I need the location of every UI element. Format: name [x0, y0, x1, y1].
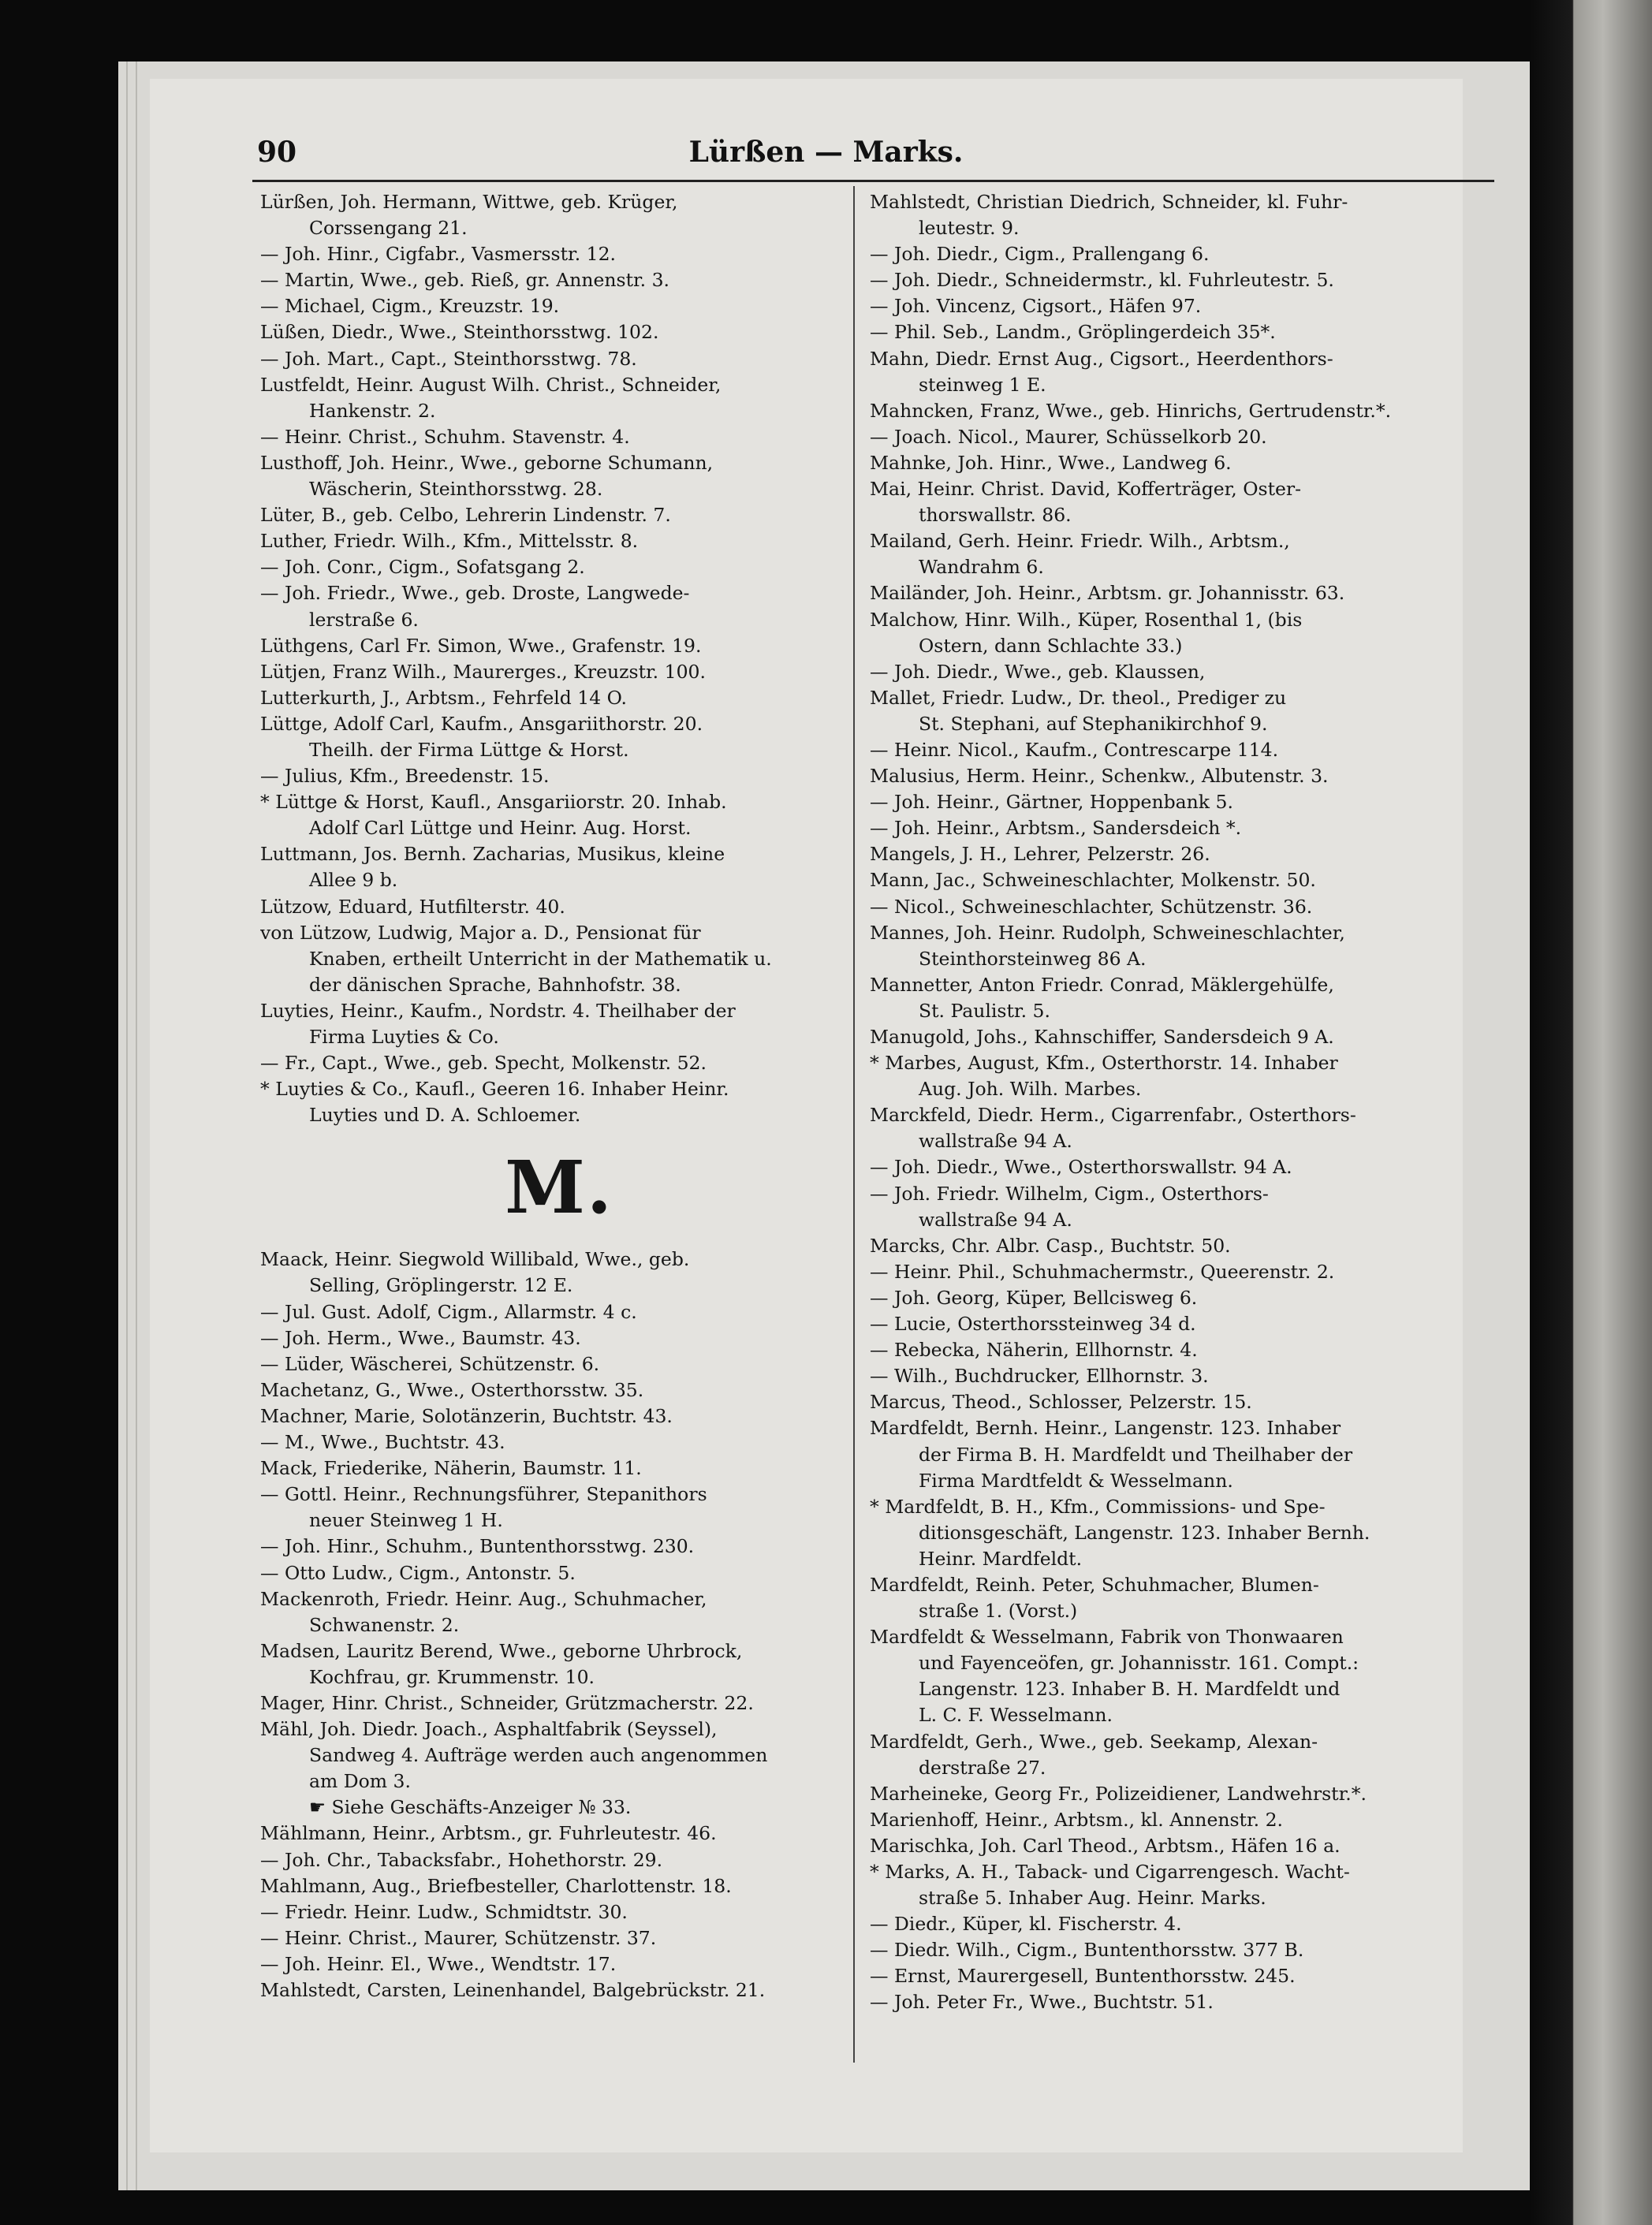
directory-line: von Lützow, Ludwig, Major a. D., Pensionat für	[260, 921, 701, 944]
directory-line: Lüttge, Adolf Carl, Kaufm., Ansgariithorstr. 20.	[260, 712, 703, 735]
directory-line: Allee 9 b.	[309, 869, 398, 892]
directory-line: — Joh. Hinr., Schuhm., Buntenthorsstwg. 230.	[260, 1535, 695, 1558]
directory-line: — Heinr. Christ., Maurer, Schützenstr. 37.	[260, 1926, 657, 1949]
directory-line: Sandweg 4. Aufträge werden auch angenommen	[309, 1744, 768, 1767]
directory-line: ☛ Siehe Geschäfts-Anzeiger № 33.	[309, 1796, 632, 1819]
directory-line: Kochfrau, gr. Krummenstr. 10.	[309, 1665, 595, 1688]
directory-line: — Martin, Wwe., geb. Rieß, gr. Annenstr. 3.	[260, 269, 670, 292]
directory-line: * Lüttge & Horst, Kaufl., Ansgariiorstr. 20. Inhab.	[260, 791, 727, 814]
directory-line: Lusthoff, Joh. Heinr., Wwe., geborne Schumann,	[260, 451, 714, 474]
directory-line: — Phil. Seb., Landm., Gröplingerdeich 35*.	[870, 321, 1276, 344]
directory-line: Heinr. Mardfeldt.	[919, 1547, 1083, 1570]
directory-line: Firma Luyties & Co.	[309, 1026, 499, 1048]
left-column	[260, 189, 858, 2003]
directory-line: — Heinr. Phil., Schuhmachermstr., Queerenstr. 2.	[870, 1260, 1335, 1283]
directory-line: Mardfeldt & Wesselmann, Fabrik von Thonwaaren	[870, 1626, 1344, 1649]
page-edge	[126, 61, 128, 2190]
directory-line: — Joh. Diedr., Wwe., Osterthorswallstr. 94 A.	[870, 1156, 1292, 1179]
directory-line: Mailänder, Joh. Heinr., Arbtsm. gr. Johannisstr. 63.	[870, 582, 1345, 605]
directory-line: am Dom 3.	[309, 1770, 411, 1793]
directory-line: Lustfeldt, Heinr. August Wilh. Christ., Schneider,	[260, 373, 722, 396]
directory-line: — M., Wwe., Buchtstr. 43.	[260, 1431, 505, 1454]
directory-line: Mähl, Joh. Diedr. Joach., Asphaltfabrik (Seyssel),	[260, 1718, 718, 1741]
directory-line: Luttmann, Jos. Bernh. Zacharias, Musikus, kleine	[260, 843, 725, 866]
directory-line: L. C. F. Wesselmann.	[919, 1704, 1113, 1727]
header-rule	[252, 180, 1494, 182]
directory-line: — Diedr., Küper, kl. Fischerstr. 4.	[870, 1913, 1182, 1936]
directory-line: Mannetter, Anton Friedr. Conrad, Mäklergehülfe,	[870, 973, 1334, 996]
directory-line: Wandrahm 6.	[919, 556, 1044, 579]
directory-line: — Joach. Nicol., Maurer, Schüsselkorb 20.	[870, 425, 1267, 448]
directory-line: — Joh. Heinr. El., Wwe., Wendtstr. 17.	[260, 1952, 617, 1975]
directory-line: Mardfeldt, Bernh. Heinr., Langenstr. 123. Inhaber	[870, 1417, 1341, 1440]
directory-line: Luther, Friedr. Wilh., Kfm., Mittelsstr. 8.	[260, 530, 639, 553]
directory-line: Knaben, ertheilt Unterricht in der Mathematik u.	[309, 947, 772, 970]
directory-line: Mannes, Joh. Heinr. Rudolph, Schweineschlachter,	[870, 921, 1345, 944]
directory-line: Mahlmann, Aug., Briefbesteller, Charlottenstr. 18.	[260, 1874, 732, 1897]
directory-line: leutestr. 9.	[919, 217, 1020, 240]
directory-line: Manugold, Johs., Kahnschiffer, Sandersdeich 9 A.	[870, 1026, 1334, 1048]
directory-line: Lüter, B., geb. Celbo, Lehrerin Lindenstr. 7.	[260, 504, 671, 527]
directory-line: Mählmann, Heinr., Arbtsm., gr. Fuhrleutestr. 46.	[260, 1822, 717, 1845]
directory-line: — Nicol., Schweineschlachter, Schützenstr. 36.	[870, 895, 1313, 918]
directory-line: Firma Mardtfeldt & Wesselmann.	[919, 1469, 1233, 1492]
directory-line: ditionsgeschäft, Langenstr. 123. Inhaber Bernh.	[919, 1521, 1370, 1544]
directory-line: — Heinr. Nicol., Kaufm., Contrescarpe 114.	[870, 738, 1279, 761]
directory-line: steinweg 1 E.	[919, 373, 1046, 396]
directory-line: und Fayenceöfen, gr. Johannisstr. 161. Compt.:	[919, 1652, 1359, 1675]
directory-line: Langenstr. 123. Inhaber B. H. Mardfeldt und	[919, 1678, 1341, 1701]
directory-line: St. Stephani, auf Stephanikirchhof 9.	[919, 712, 1268, 735]
directory-line: derstraße 27.	[919, 1756, 1046, 1779]
directory-line: Lutterkurth, J., Arbtsm., Fehrfeld 14 O.	[260, 686, 628, 709]
directory-line: — Heinr. Christ., Schuhm. Stavenstr. 4.	[260, 425, 630, 448]
directory-line: Machetanz, G., Wwe., Osterthorsstw. 35.	[260, 1378, 644, 1401]
right-column	[870, 189, 1467, 2016]
book-spine	[1530, 0, 1652, 2225]
directory-line: Mangels, J. H., Lehrer, Pelzerstr. 26.	[870, 843, 1210, 866]
directory-line: Mahlstedt, Carsten, Leinenhandel, Balgebrückstr. 21.	[260, 1979, 766, 2001]
directory-line: — Gottl. Heinr., Rechnungsführer, Stepanithors	[260, 1483, 707, 1506]
directory-line: — Joh. Herm., Wwe., Baumstr. 43.	[260, 1326, 581, 1349]
directory-line: — Diedr. Wilh., Cigm., Buntenthorsstw. 377 B.	[870, 1939, 1304, 1962]
directory-line: Mahncken, Franz, Wwe., geb. Hinrichs, Gertrudenstr.*.	[870, 399, 1392, 422]
directory-line: Selling, Gröplingerstr. 12 E.	[309, 1274, 573, 1297]
directory-line: — Joh. Heinr., Arbtsm., Sandersdeich *.	[870, 817, 1242, 840]
directory-line: — Joh. Vincenz, Cigsort., Häfen 97.	[870, 295, 1202, 318]
directory-line: Mardfeldt, Reinh. Peter, Schuhmacher, Blumen-	[870, 1573, 1319, 1596]
directory-line: Mann, Jac., Schweineschlachter, Molkenstr. 50.	[870, 869, 1316, 892]
directory-line: straße 5. Inhaber Aug. Heinr. Marks.	[919, 1887, 1266, 1910]
directory-line: — Ernst, Maurergesell, Buntenthorsstw. 245.	[870, 1965, 1296, 1988]
directory-line: wallstraße 94 A.	[919, 1208, 1072, 1231]
directory-line: — Wilh., Buchdrucker, Ellhornstr. 3.	[870, 1365, 1209, 1388]
page-number: 90	[257, 136, 297, 169]
directory-line: Mager, Hinr. Christ., Schneider, Grützmacherstr. 22.	[260, 1691, 754, 1714]
directory-line: — Otto Ludw., Cigm., Antonstr. 5.	[260, 1561, 576, 1584]
directory-line: Maack, Heinr. Siegwold Willibald, Wwe., geb.	[260, 1248, 690, 1271]
directory-line: Lüßen, Diedr., Wwe., Steinthorsstwg. 102.	[260, 321, 659, 344]
directory-line: Mallet, Friedr. Ludw., Dr. theol., Prediger zu	[870, 686, 1287, 709]
directory-line: Corssengang 21.	[309, 217, 468, 240]
directory-line: neuer Steinweg 1 H.	[309, 1509, 503, 1532]
directory-line: Ostern, dann Schlachte 33.)	[919, 634, 1183, 657]
directory-line: — Lüder, Wäscherei, Schützenstr. 6.	[260, 1352, 600, 1375]
directory-line: Mailand, Gerh. Heinr. Friedr. Wilh., Arbtsm.,	[870, 530, 1290, 553]
directory-line: — Joh. Georg, Küper, Bellcisweg 6.	[870, 1286, 1198, 1309]
directory-line: der Firma B. H. Mardfeldt und Theilhaber der	[919, 1443, 1353, 1466]
directory-line: Marheineke, Georg Fr., Polizeidiener, Landwehrstr.*.	[870, 1782, 1367, 1805]
directory-line: * Mardfeldt, B. H., Kfm., Commissions- und Spe-	[870, 1495, 1326, 1518]
directory-line: Mackenroth, Friedr. Heinr. Aug., Schuhmacher,	[260, 1587, 707, 1610]
directory-line: Luyties und D. A. Schloemer.	[309, 1104, 581, 1127]
directory-line: — Julius, Kfm., Breedenstr. 15.	[260, 765, 550, 788]
directory-line: Aug. Joh. Wilh. Marbes.	[919, 1078, 1142, 1101]
section-letter: M.	[505, 1144, 613, 1230]
directory-line: Malchow, Hinr. Wilh., Küper, Rosenthal 1, (bis	[870, 608, 1303, 631]
directory-line: — Jul. Gust. Adolf, Cigm., Allarmstr. 4 c.	[260, 1300, 637, 1323]
directory-line: Steinthorsteinweg 86 A.	[919, 947, 1147, 970]
directory-line: der dänischen Sprache, Bahnhofstr. 38.	[309, 973, 681, 996]
directory-line: St. Paulistr. 5.	[919, 999, 1050, 1022]
directory-line: * Marbes, August, Kfm., Osterthorstr. 14. Inhaber	[870, 1052, 1338, 1075]
directory-line: Madsen, Lauritz Berend, Wwe., geborne Uhrbrock,	[260, 1639, 743, 1662]
directory-line: — Joh. Diedr., Wwe., geb. Klaussen,	[870, 660, 1206, 683]
directory-line: — Lucie, Osterthorssteinweg 34 d.	[870, 1313, 1196, 1336]
directory-line: Theilh. der Firma Lüttge & Horst.	[309, 738, 629, 761]
directory-line: thorswallstr. 86.	[919, 504, 1072, 527]
directory-line: — Friedr. Heinr. Ludw., Schmidtstr. 30.	[260, 1900, 628, 1923]
running-title: Lürßen — Marks.	[688, 136, 964, 169]
directory-line: Lürßen, Joh. Hermann, Wittwe, geb. Krüger,	[260, 191, 678, 213]
directory-line: — Joh. Mart., Capt., Steinthorsstwg. 78.	[260, 347, 637, 370]
directory-line: Mahnke, Joh. Hinr., Wwe., Landweg 6.	[870, 451, 1232, 474]
directory-line: Mahlstedt, Christian Diedrich, Schneider, kl. Fuhr-	[870, 191, 1348, 213]
directory-line: — Joh. Chr., Tabacksfabr., Hohethorstr. 29.	[260, 1848, 663, 1871]
directory-line: * Marks, A. H., Taback- und Cigarrengesch. Wacht-	[870, 1861, 1350, 1883]
directory-line: Wäscherin, Steinthorsstwg. 28.	[309, 478, 603, 501]
directory-line: Lütjen, Franz Wilh., Maurerges., Kreuzstr. 100.	[260, 660, 706, 683]
directory-line: Mahn, Diedr. Ernst Aug., Cigsort., Heerdenthors-	[870, 347, 1333, 370]
directory-line: Marischka, Joh. Carl Theod., Arbtsm., Häfen 16 a.	[870, 1834, 1341, 1857]
directory-line: Malusius, Herm. Heinr., Schenkw., Albutenstr. 3.	[870, 765, 1329, 788]
directory-line: — Joh. Heinr., Gärtner, Hoppenbank 5.	[870, 791, 1233, 814]
directory-line: — Joh. Hinr., Cigfabr., Vasmersstr. 12.	[260, 243, 617, 266]
directory-line: straße 1. (Vorst.)	[919, 1600, 1078, 1623]
directory-line: Marckfeld, Diedr. Herm., Cigarrenfabr., Osterthors-	[870, 1104, 1356, 1127]
directory-line: — Joh. Friedr. Wilhelm, Cigm., Osterthors-	[870, 1182, 1269, 1205]
directory-line: Marcus, Theod., Schlosser, Pelzerstr. 15.	[870, 1391, 1252, 1414]
directory-line: Schwanenstr. 2.	[309, 1613, 460, 1636]
directory-line: * Luyties & Co., Kaufl., Geeren 16. Inhaber Heinr.	[260, 1078, 729, 1101]
directory-line: Marienhoff, Heinr., Arbtsm., kl. Annenstr. 2.	[870, 1808, 1283, 1831]
directory-line: Hankenstr. 2.	[309, 399, 436, 422]
directory-line: — Fr., Capt., Wwe., geb. Specht, Molkenstr. 52.	[260, 1052, 707, 1075]
directory-line: Adolf Carl Lüttge und Heinr. Aug. Horst.	[309, 817, 692, 840]
directory-line: Machner, Marie, Solotänzerin, Buchtstr. 43.	[260, 1404, 673, 1427]
directory-line: Marcks, Chr. Albr. Casp., Buchtstr. 50.	[870, 1234, 1231, 1257]
directory-line: — Joh. Diedr., Schneidermstr., kl. Fuhrleutestr. 5.	[870, 269, 1334, 292]
directory-line: Luyties, Heinr., Kaufm., Nordstr. 4. Theilhaber der	[260, 999, 736, 1022]
directory-line: — Joh. Peter Fr., Wwe., Buchtstr. 51.	[870, 1991, 1214, 2014]
directory-line: Lützow, Eduard, Hutfilterstr. 40.	[260, 895, 565, 918]
directory-line: wallstraße 94 A.	[919, 1130, 1072, 1153]
directory-line: — Joh. Conr., Cigm., Sofatsgang 2.	[260, 556, 585, 579]
directory-line: — Joh. Diedr., Cigm., Prallengang 6.	[870, 243, 1210, 266]
directory-line: Mardfeldt, Gerh., Wwe., geb. Seekamp, Alexan-	[870, 1730, 1318, 1753]
directory-line: — Rebecka, Näherin, Ellhornstr. 4.	[870, 1339, 1198, 1362]
page-edge	[136, 61, 137, 2190]
directory-line: Mai, Heinr. Christ. David, Kofferträger, Oster-	[870, 478, 1302, 501]
directory-line: — Joh. Friedr., Wwe., geb. Droste, Langwede-	[260, 582, 690, 605]
directory-line: lerstraße 6.	[309, 608, 419, 631]
directory-line: Lüthgens, Carl Fr. Simon, Wwe., Grafenstr. 19.	[260, 634, 702, 657]
directory-line: — Michael, Cigm., Kreuzstr. 19.	[260, 295, 560, 318]
directory-line: Mack, Friederike, Näherin, Baumstr. 11.	[260, 1457, 642, 1480]
